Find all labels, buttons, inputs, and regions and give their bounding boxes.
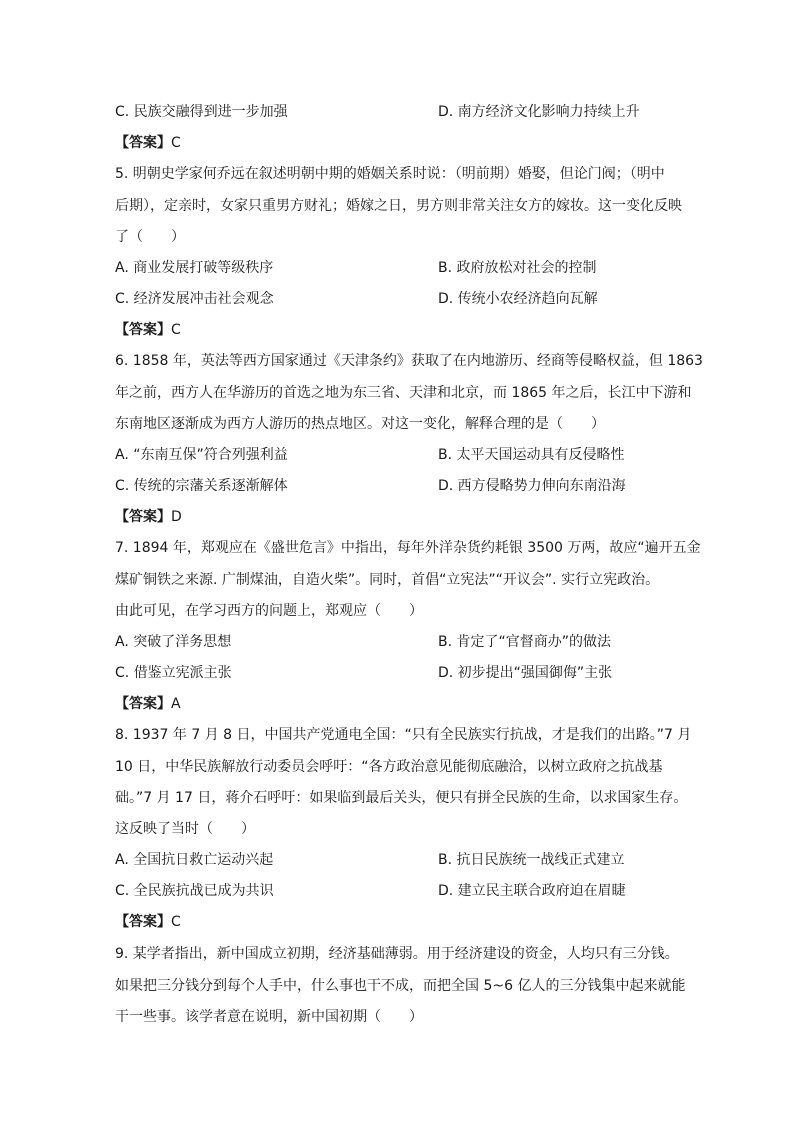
q6-option-a: A. “东南互保”符合列强利益: [115, 447, 288, 463]
q5-option-b: B. 政府放松对社会的控制: [438, 260, 597, 276]
q8-stem-line-2: 10 日，中华民族解放行动委员会呼吁：“各方政治意见能彻底融洽，以树立政府之抗战基: [115, 759, 663, 775]
q6-answer: [115, 507, 182, 527]
q5-option-d: D. 传统小农经济趋向瓦解: [438, 291, 598, 307]
q5-option-a: A. 商业发展打破等级秩序: [115, 260, 274, 276]
q7-option-b: B. 肯定了“官督商办”的做法: [438, 634, 612, 650]
q8-answer: [115, 912, 181, 932]
answer-value: C: [171, 135, 181, 151]
q5-answer: [115, 320, 181, 340]
answer-value: A: [171, 696, 181, 712]
q4-option-d: D. 南方经济文化影响力持续上升: [438, 104, 640, 120]
q5-stem-line-3: 了（ ）: [115, 229, 185, 245]
q5-option-c: C. 经济发展冲击社会观念: [115, 291, 274, 307]
q8-option-a: A. 全国抗日救亡运动兴起: [115, 852, 274, 868]
answer-tag: 【答案】: [115, 509, 171, 525]
q6-option-c: C. 传统的宗藩关系逐渐解体: [115, 478, 288, 494]
answer-value: D: [171, 509, 182, 525]
answer-value: C: [171, 914, 181, 930]
answer-value: C: [171, 322, 181, 338]
q6-stem-line-3: 东南地区逐渐成为西方人游历的热点地区。对这一变化，解释合理的是（ ）: [115, 416, 605, 432]
q8-stem-line-1: 8. 1937 年 7 月 8 日，中国共产党通电全国：“只有全民族实行抗战，才是我们的出路。”7 月: [115, 727, 692, 743]
q8-option-d: D. 建立民主联合政府迫在眉睫: [438, 883, 626, 899]
q6-option-b: B. 太平天国运动具有反侵略性: [438, 447, 625, 463]
q7-option-c: C. 借鉴立宪派主张: [115, 665, 232, 681]
q8-option-c: C. 全民族抗战已成为共识: [115, 883, 274, 899]
q7-option-a: A. 突破了洋务思想: [115, 634, 232, 650]
q8-stem-line-4: 这反映了当时（ ）: [115, 821, 255, 837]
q6-stem-line-1: 6. 1858 年，英法等西方国家通过《天津条约》获取了在内地游历、经商等侵略权益，但 1863: [115, 353, 703, 369]
answer-tag: 【答案】: [115, 135, 171, 151]
q4-option-c: C. 民族交融得到进一步加强: [115, 104, 288, 120]
q6-option-d: D. 西方侵略势力伸向东南沿海: [438, 478, 626, 494]
q7-answer: [115, 694, 181, 714]
q8-option-b: B. 抗日民族统一战线正式建立: [438, 852, 625, 868]
answer-tag: 【答案】: [115, 322, 171, 338]
q9-stem-line-3: 干一些事。该学者意在说明，新中国初期（ ）: [115, 1009, 423, 1025]
answer-tag: 【答案】: [115, 696, 171, 712]
q7-stem-line-1: 7. 1894 年，郑观应在《盛世危言》中指出，每年外洋杂货约耗银 3500 万两，故应“遍开五金: [115, 540, 701, 556]
q4-answer: [115, 133, 181, 153]
q9-stem-line-1: 9. 某学者指出，新中国成立初期，经济基础薄弱。用于经济建设的资金，人均只有三分钱。: [115, 946, 679, 962]
q6-stem-line-2: 年之前，西方人在华游历的首选之地为东三省、天津和北京，而 1865 年之后，长江中下游和: [115, 385, 692, 401]
q7-stem-line-3: 由此可见，在学习西方的问题上，郑观应（ ）: [115, 603, 423, 619]
q7-option-d: D. 初步提出“强国御侮”主张: [438, 665, 613, 681]
q9-stem-line-2: 如果把三分钱分到每个人手中，什么事也干不成，而把全国 5~6 亿人的三分钱集中起来就能: [115, 978, 686, 994]
q8-stem-line-3: 础。”7 月 17 日，蒋介石呼吁：如果临到最后关头，便只有拼全民族的生命，以求国家生存。: [115, 790, 688, 806]
q5-stem-line-2: 后期），定亲时，女家只重男方财礼；婚嫁之日，男方则非常关注女方的嫁妆。这一变化反映: [115, 198, 682, 214]
q5-stem-line-1: 5. 明朝史学家何乔远在叙述明朝中期的婚姻关系时说：（明前期）婚娶，但论门阀；（明中: [115, 166, 665, 182]
answer-tag: 【答案】: [115, 914, 171, 930]
q7-stem-line-2: 煤矿铜铁之来源. 广制煤油，自造火柴”。同时，首倡“立宪法”“开议会”. 实行立宪政治。: [115, 572, 660, 588]
